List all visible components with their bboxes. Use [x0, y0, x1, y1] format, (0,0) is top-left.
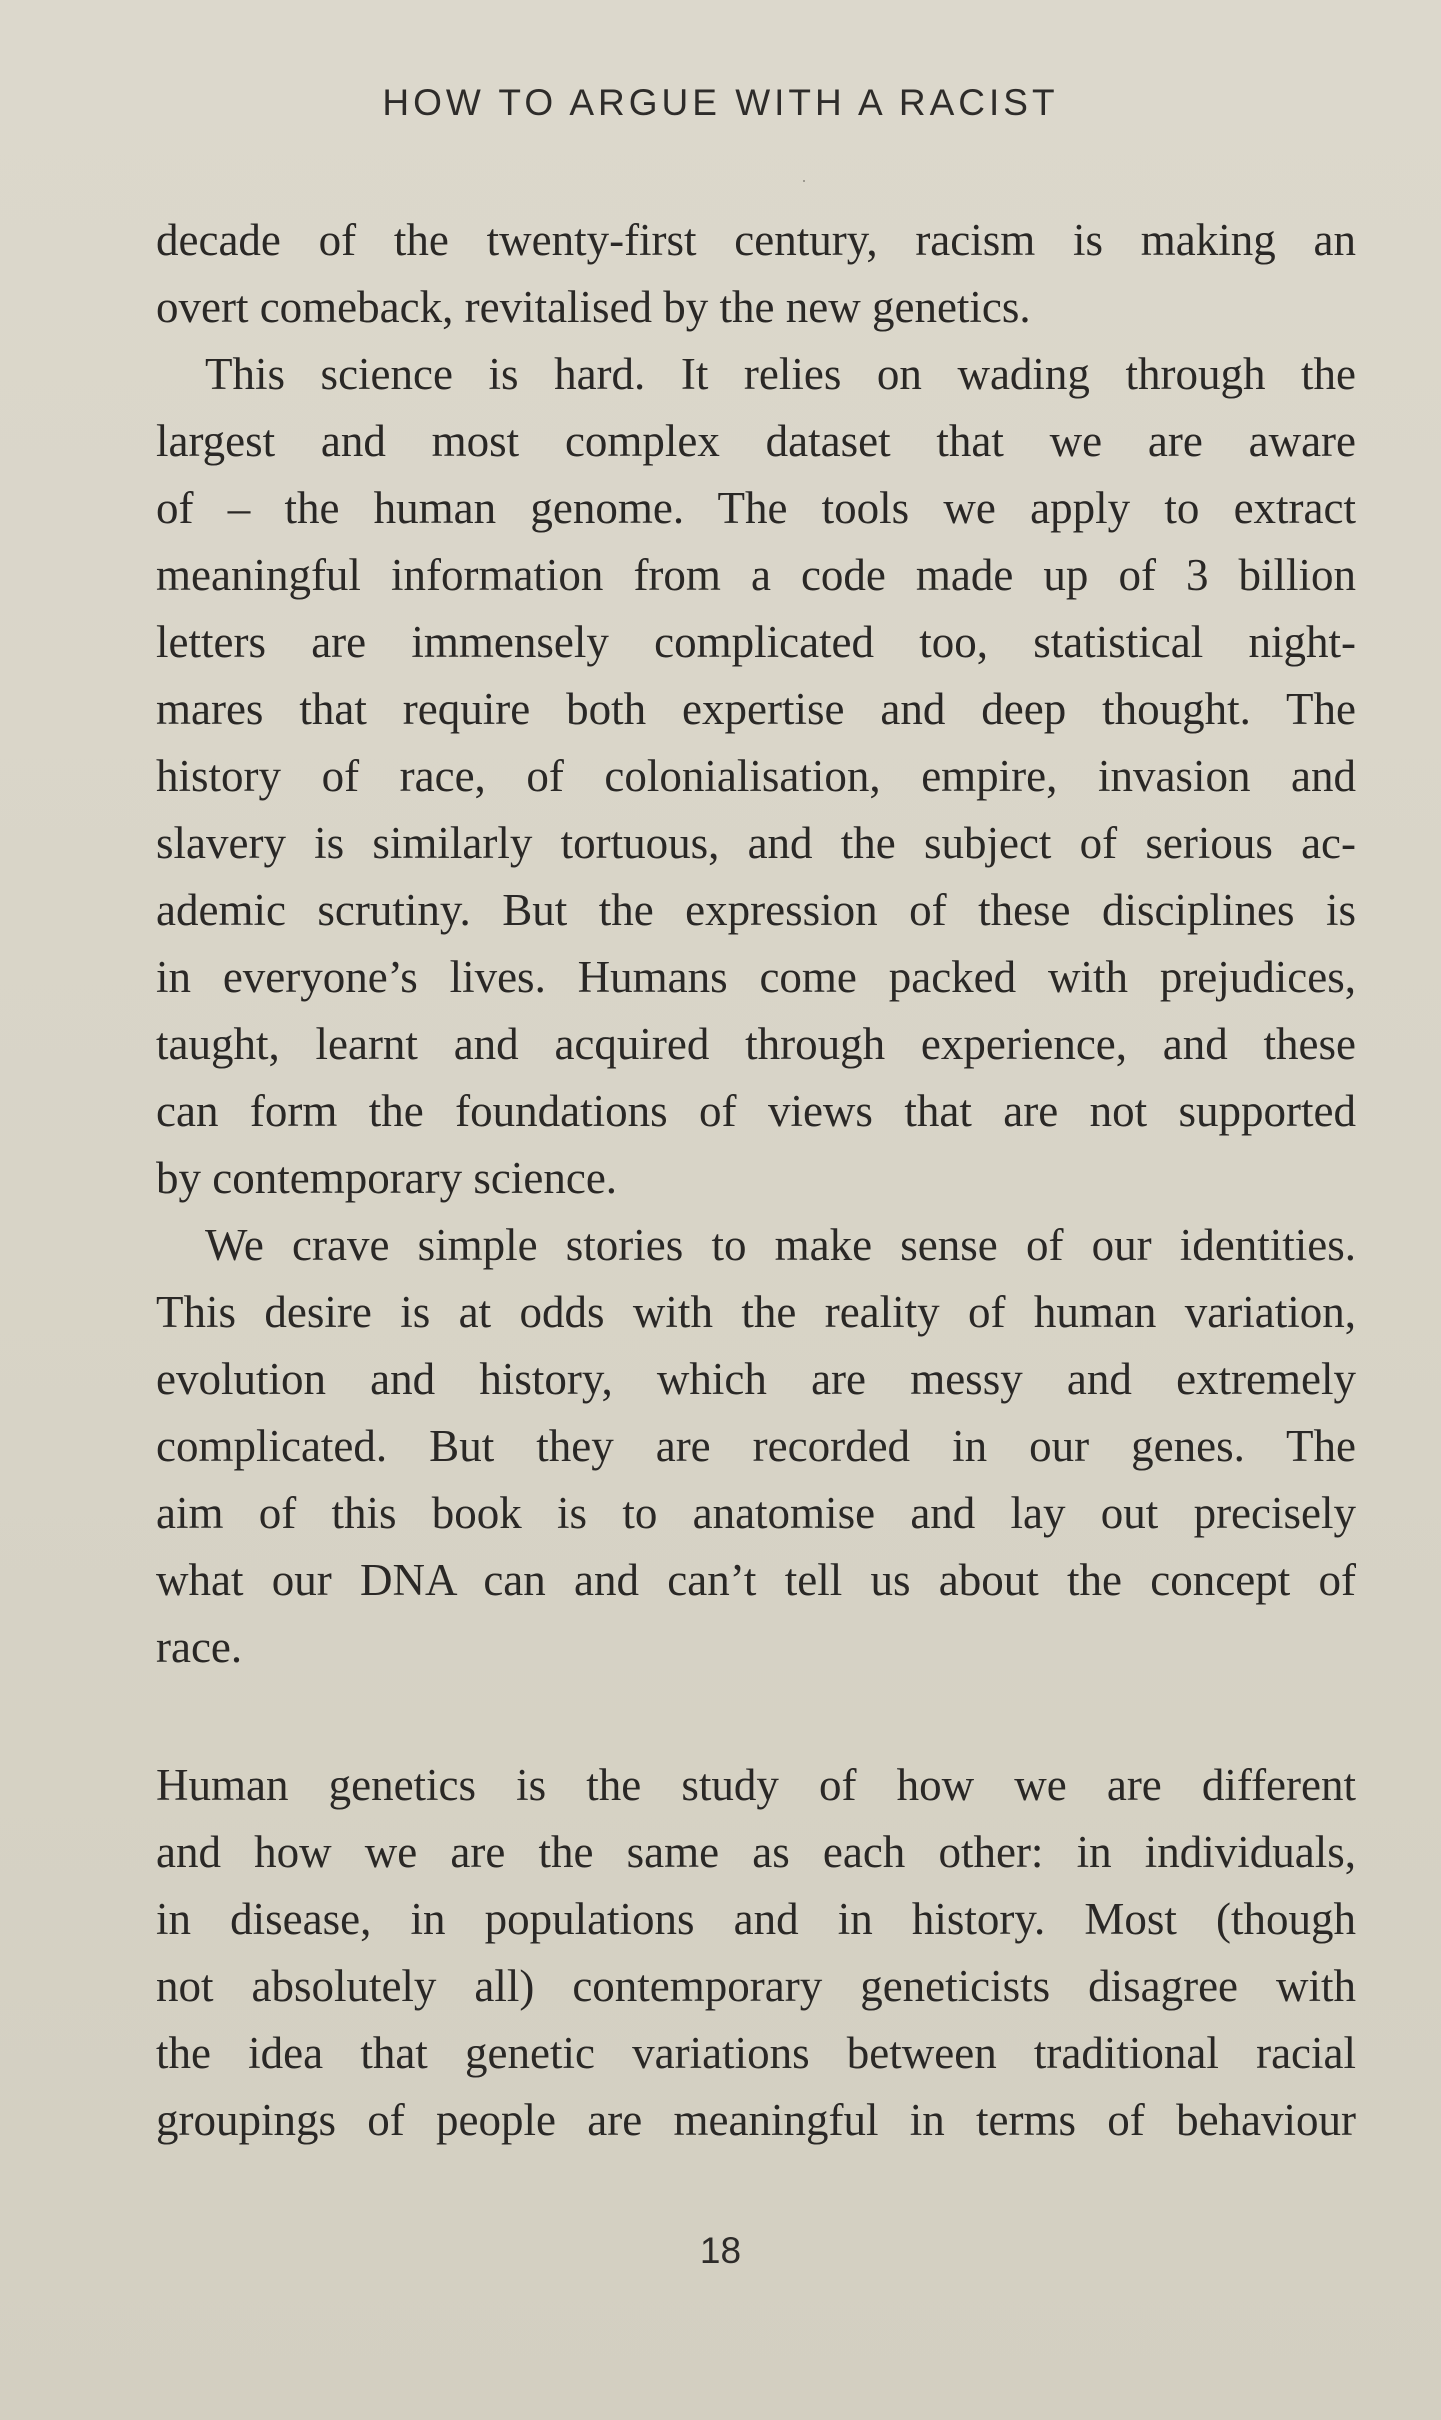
- text-line: taught, learnt and acquired through experience, and these: [156, 1019, 1356, 1069]
- page-number: 18: [699, 2230, 742, 2271]
- text-line: history of race, of colonialisation, empire, invasion and: [156, 751, 1356, 801]
- text-line: can form the foundations of views that are not supported: [156, 1086, 1356, 1136]
- body-text: [156, 207, 1356, 1681]
- text-line: of – the human genome. The tools we apply to extract: [156, 483, 1356, 533]
- text-line: what our DNA can and can’t tell us about the concept of: [156, 1555, 1356, 1605]
- paragraph-4: [156, 1752, 1356, 2154]
- text-line: We crave simple stories to make sense of our identities.: [205, 1220, 1356, 1270]
- text-line: ademic scrutiny. But the expression of these disciplines is: [156, 885, 1356, 935]
- text-line: mares that require both expertise and deep thought. The: [156, 684, 1356, 734]
- text-line: in disease, in populations and in history. Most (though: [156, 1894, 1356, 1944]
- text-line: Human genetics is the study of how we are different: [156, 1760, 1356, 1810]
- text-line: race.: [156, 1622, 243, 1672]
- text-line: not absolutely all) contemporary geneticists disagree with: [156, 1961, 1356, 2011]
- text-line: This desire is at odds with the reality of human variation,: [156, 1287, 1356, 1337]
- section-text: [156, 1752, 1356, 2154]
- text-line: This science is hard. It relies on wading through the: [205, 349, 1356, 399]
- text-line: meaningful information from a code made up of 3 billion: [156, 550, 1356, 600]
- text-line: aim of this book is to anatomise and lay out precisely: [156, 1488, 1356, 1538]
- paragraph-3: [156, 1212, 1356, 1681]
- paragraph-1: [156, 207, 1356, 341]
- text-line: slavery is similarly tortuous, and the subject of serious ac-: [156, 818, 1356, 868]
- text-line: decade of the twenty-first century, racism is making an: [156, 215, 1356, 265]
- text-line: overt comeback, revitalised by the new genetics.: [156, 282, 1031, 332]
- running-head: HOW TO ARGUE WITH A RACIST: [382, 82, 1059, 123]
- paper-speck: [803, 180, 805, 182]
- text-line: and how we are the same as each other: in individuals,: [156, 1827, 1356, 1877]
- text-line: evolution and history, which are messy and extremely: [156, 1354, 1356, 1404]
- text-line: in everyone’s lives. Humans come packed with prejudices,: [156, 952, 1356, 1002]
- text-line: complicated. But they are recorded in our genes. The: [156, 1421, 1356, 1471]
- text-line: by contemporary science.: [156, 1153, 618, 1203]
- text-line: largest and most complex dataset that we are aware: [156, 416, 1356, 466]
- paragraph-2: [156, 341, 1356, 1212]
- text-line: the idea that genetic variations between traditional racial: [156, 2028, 1356, 2078]
- text-line: letters are immensely complicated too, statistical night-: [156, 617, 1356, 667]
- text-line: groupings of people are meaningful in terms of behaviour: [156, 2095, 1356, 2145]
